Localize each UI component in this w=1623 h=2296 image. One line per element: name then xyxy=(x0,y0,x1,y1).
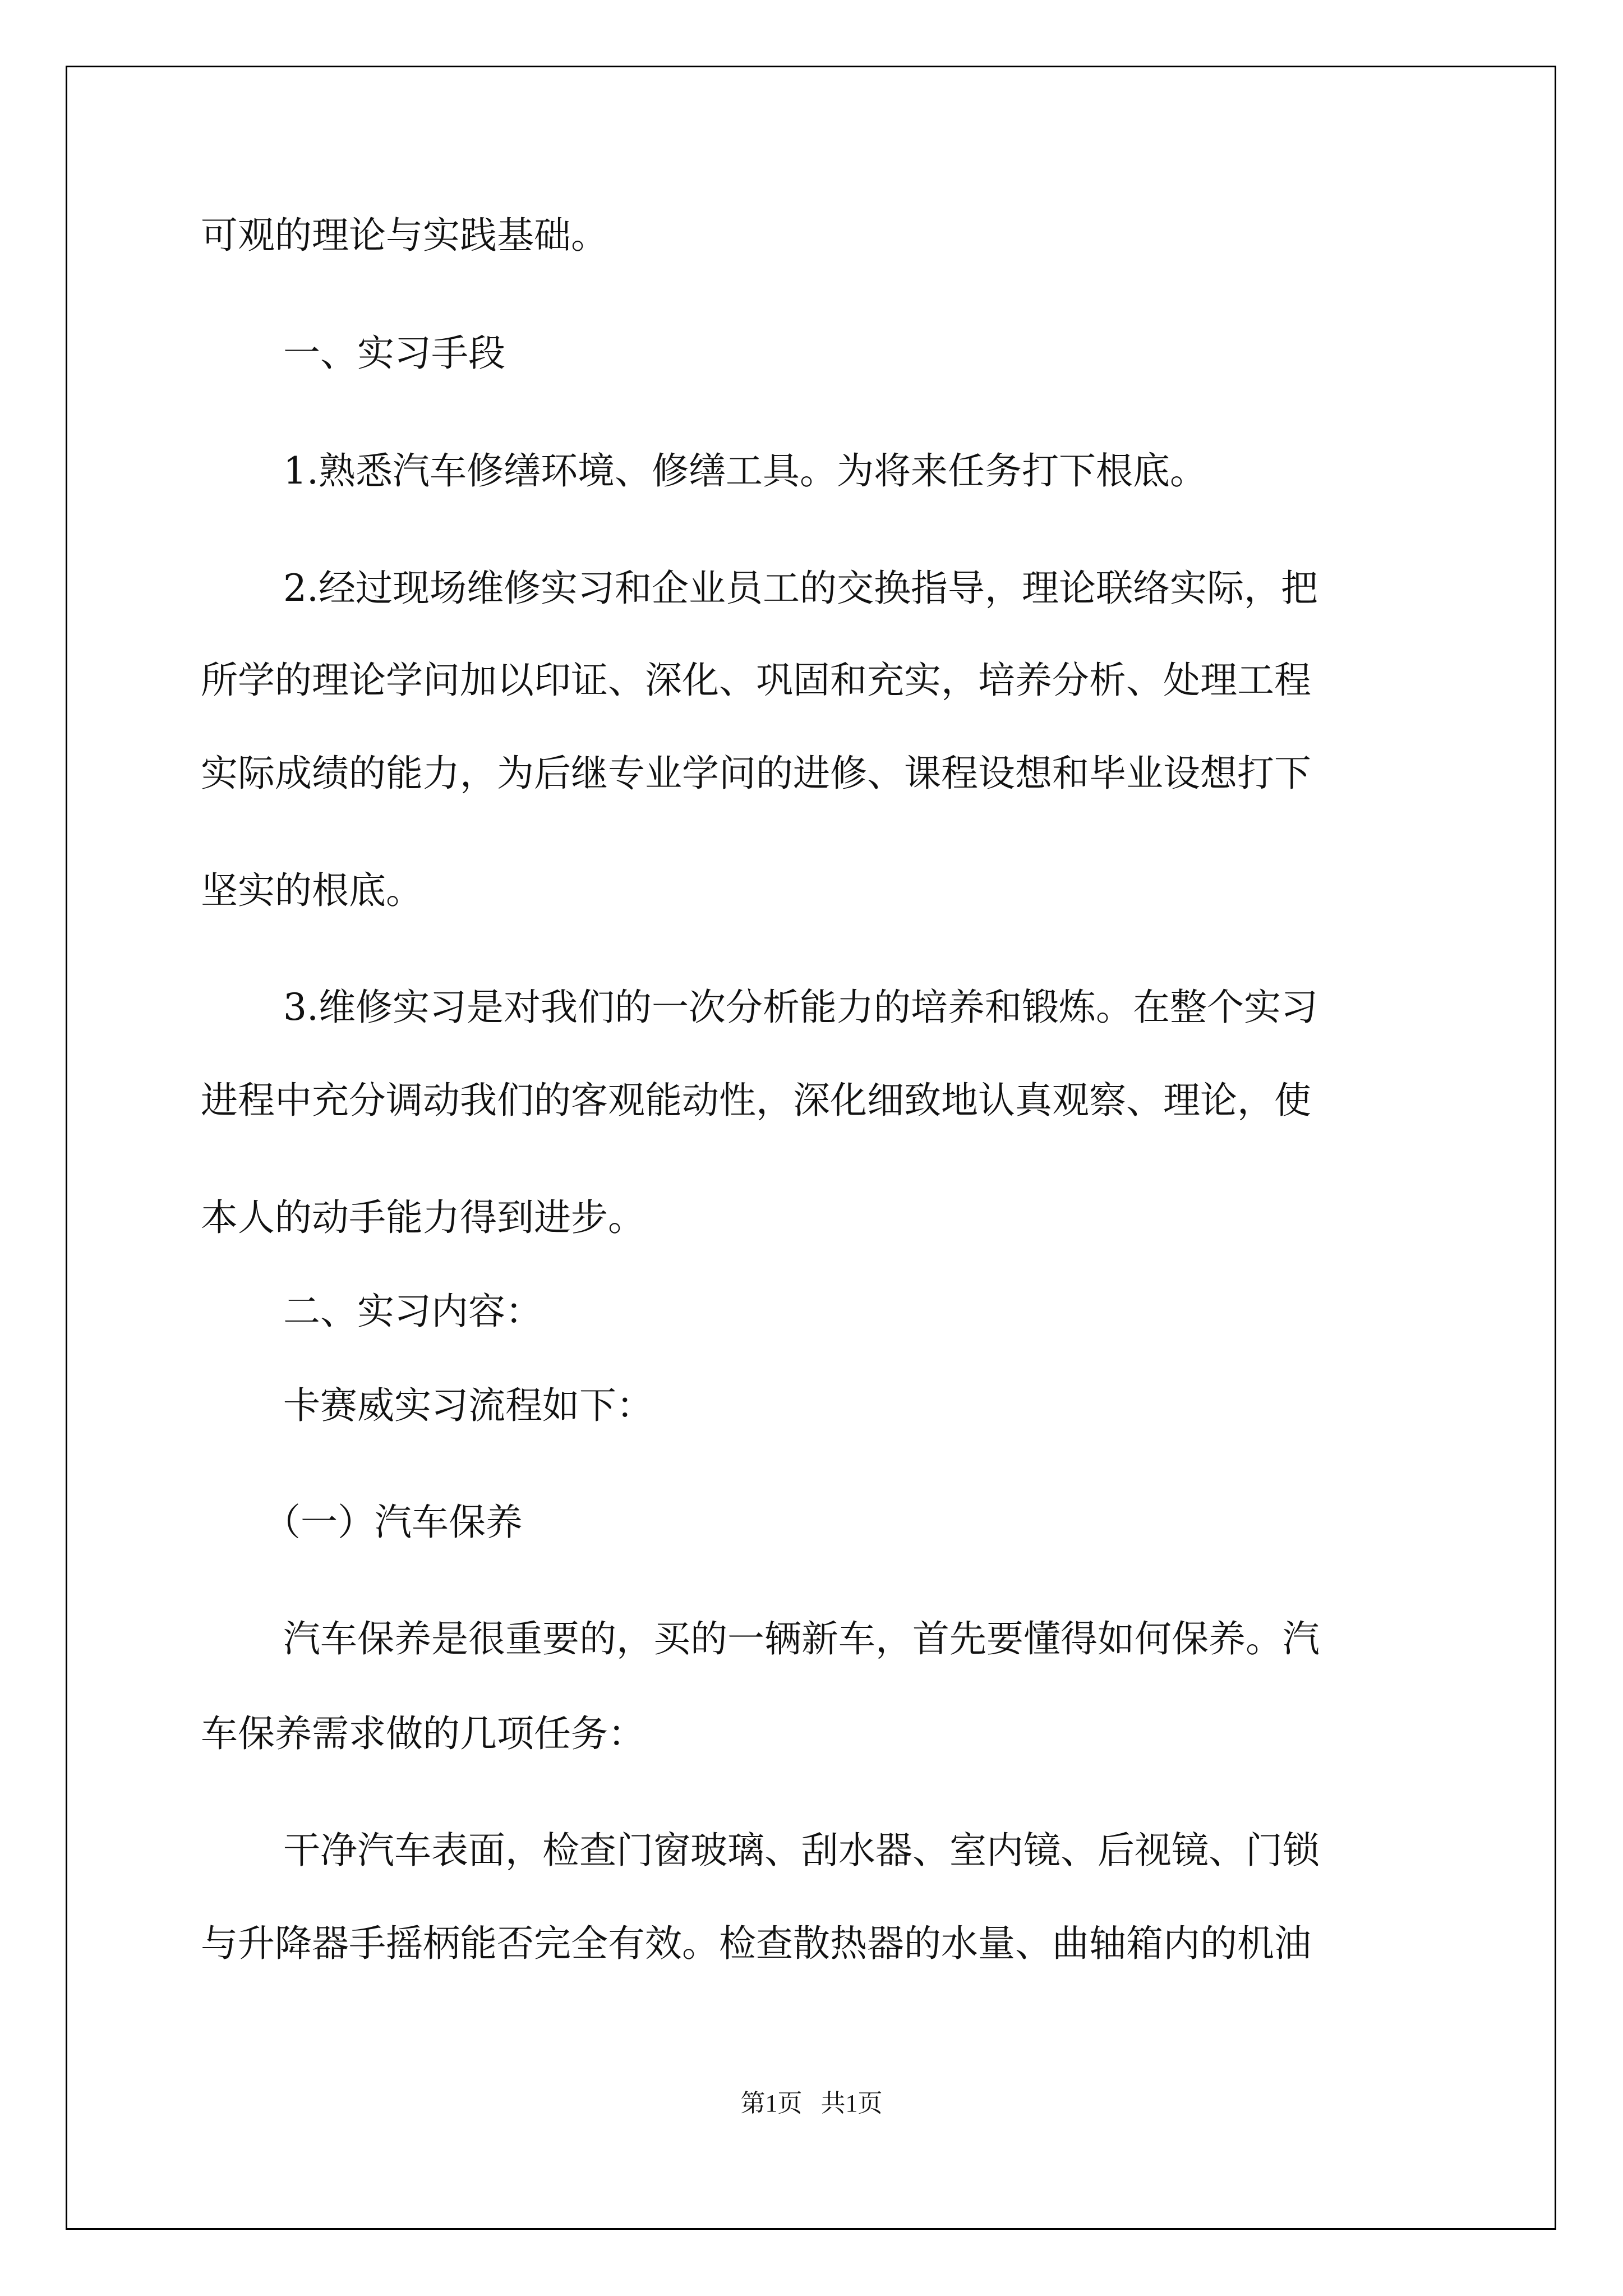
section-heading-1: 一、实习手段 xyxy=(283,332,505,375)
section-heading-2: 二、实习内容： xyxy=(283,1290,542,1333)
text-line-9: 进程中充分调动我们的客观能动性，深化细致地认真观察、理论，使 xyxy=(201,1079,1311,1122)
text-line-8: 3.维修实习是对我们的一次分析能力的培养和锻炼。在整个实习 xyxy=(283,986,1318,1029)
text-line-4: 2.经过现场维修实习和企业员工的交换指导，理论联络实际，把 xyxy=(283,567,1318,610)
page-footer: 第1页 共1页 xyxy=(740,2090,883,2117)
text-line-1: 可观的理论与实践基础。 xyxy=(201,214,608,257)
text-line-7: 坚实的根底。 xyxy=(201,869,423,912)
text-line-17: 与升降器手摇柄能否完全有效。检查散热器的水量、曲轴箱内的机油 xyxy=(201,1922,1311,1965)
subsection-heading: （一）汽车保养 xyxy=(264,1501,523,1544)
page-border xyxy=(66,66,1556,2230)
text-line-15: 车保养需求做的几项任务： xyxy=(201,1712,645,1755)
text-line-6: 实际成绩的能力，为后继专业学问的进修、课程设想和毕业设想打下 xyxy=(201,752,1311,795)
text-line-16: 干净汽车表面，检查门窗玻璃、刮水器、室内镜、后视镜、门锁 xyxy=(283,1829,1320,1872)
text-line-3: 1.熟悉汽车修缮环境、修缮工具。为将来任务打下根底。 xyxy=(283,449,1207,493)
text-line-5: 所学的理论学问加以印证、深化、巩固和充实，培养分析、处理工程 xyxy=(201,659,1311,702)
text-line-10: 本人的动手能力得到进步。 xyxy=(201,1196,645,1239)
text-line-12: 卡赛威实习流程如下： xyxy=(283,1384,653,1427)
text-line-14: 汽车保养是很重要的，买的一辆新车，首先要懂得如何保养。汽 xyxy=(283,1617,1320,1660)
